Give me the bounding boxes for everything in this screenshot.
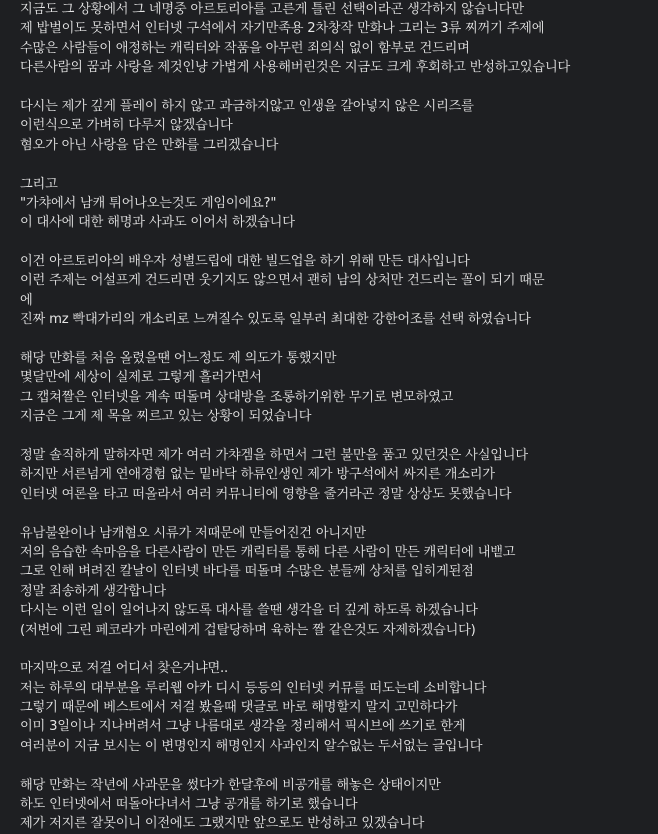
text-line: 다른사람의 꿈과 사랑을 제것인냥 가볍게 사용해버린것은 지금도 크게 후회하고 반성하고있습니다	[20, 60, 571, 76]
paragraph-gap	[20, 78, 652, 97]
text-line: 그 캡쳐짤은 인터넷을 계속 떠돌며 상대방을 조롱하기위한 무기로 변모하였고	[20, 389, 454, 405]
text-line: (저번에 그린 페코라가 마린에게 겁탈당하며 육하는 짤 같은것도 자제하겠습니다)	[20, 622, 476, 638]
text-line: 저는 하루의 대부분을 루리웹 아카 디시 등등의 인터넷 커뮤를 떠도는데 소비합니다	[20, 680, 487, 696]
document-body	[20, 0, 652, 834]
text-line: 제 밥벌이도 못하면서 인터넷 구석에서 자기만족용 2차창작 만화나 그리는 3류 찌꺼기 주제에	[20, 21, 545, 37]
text-line: 저의 음습한 속마음을 다른사람이 만든 캐릭터를 통해 다른 사람이 만든 캐릭터에 내뱉고	[20, 544, 516, 560]
text-line: 이런식으로 가벼히 다루지 않겠습니다	[20, 118, 233, 134]
text-line: 여러분이 지금 보시는 이 변명인지 해명인지 사과인지 알수없는 두서없는 글입니다	[20, 738, 483, 754]
text-line: 진짜 mz 빡대가리의 개소리로 느껴질수 있도록 일부러 최대한 강한어조를 선택 하였습니다	[20, 312, 531, 328]
text-line: 그렇기 때문에 베스트에서 저걸 봤을때 댓글로 바로 해명할지 말지 고민하다가	[20, 700, 458, 716]
text-line: 다시는 제가 깊게 플레이 하지 않고 과금하지않고 인생을 갈아넣지 않은 시리즈를	[20, 98, 474, 114]
text-line: 그리고	[20, 176, 58, 192]
text-line: 그로 인해 벼려진 칼날이 인터넷 바다를 떠돌며 수많은 분들께 상처를 입히게된점	[20, 564, 474, 580]
text-line: 몇달만에 세상이 실제로 그렇게 흘러가면서	[20, 370, 262, 386]
paragraph-gap	[20, 640, 652, 659]
text-line: 마지막으로 저걸 어디서 찾은거냐면..	[20, 661, 229, 677]
text-line: 정말 솔직하게 말하자면 제가 여러 가챠겜을 하면서 그런 불만을 품고 있던것은 사실입니다	[20, 447, 528, 463]
text-line: 해당 만화를 처음 올렸을땐 어느정도 제 의도가 통했지만	[20, 351, 337, 367]
paragraph-gap	[20, 756, 652, 775]
text-line: 지금은 그게 제 목을 찌르고 있는 상황이 되었습니다	[20, 409, 312, 425]
text-line: 이건 아르토리아의 배우자 성별드립에 대한 빌드업을 하기 위해 만든 대사입니다	[20, 254, 470, 270]
text-line: 혐오가 아닌 사랑을 담은 만화를 그리겠습니다	[20, 137, 279, 153]
paragraph-gap	[20, 233, 652, 252]
text-line: 다시는 이런 일이 일어나지 않도록 대사를 쓸땐 생각을 더 깊게 하도록 하겠습니다	[20, 603, 478, 619]
text-line: 인터넷 여론을 타고 떠올라서 여러 커뮤니티에 영향을 줄거라곤 정말 상상도 못했습니다	[20, 486, 512, 502]
text-line: 제가 저지른 잘못이니 이전에도 그랬지만 앞으로도 반성하고 있겠습니다	[20, 816, 425, 832]
text-line: 유남불완이나 남캐혐오 시류가 저때문에 만들어진건 아니지만	[20, 525, 366, 541]
paragraph-gap	[20, 155, 652, 174]
paragraph-gap	[20, 330, 652, 349]
paragraph-gap	[20, 504, 652, 523]
text-line: 지금도 그 상황에서 그 네명중 아르토리아를 고른게 틀린 선택이라곤 생각하지 않습니다만	[20, 2, 524, 17]
text-line: 이미 3일이나 지나버려서 그냥 나름대로 생각을 정리해서 픽시브에 쓰기로 한게	[20, 719, 466, 735]
text-line: 이런 주제는 어설프게 건드리면 웃기지도 않으면서 괜히 남의 상처만 건드리는 꼴이 되기 때문	[20, 273, 545, 289]
text-line: 해당 만화는 작년에 사과문을 썼다가 한달후에 비공개를 해놓은 상태이지만	[20, 777, 441, 793]
text-line: 수많은 사람들이 애정하는 캐릭터와 작품을 아무런 죄의식 없이 함부로 건드리며	[20, 40, 470, 56]
text-line: 정말 죄송하게 생각합니다	[20, 583, 166, 599]
text-line: 하지만 서른넘게 연애경험 없는 밑바닥 하류인생인 제가 방구석에서 싸지른 개소리가	[20, 467, 495, 483]
paragraph-gap	[20, 427, 652, 446]
text-line: 하도 인터넷에서 떠돌아다녀서 그냥 공개를 하기로 했습니다	[20, 797, 358, 813]
text-line: 에	[20, 292, 33, 308]
text-line: "가챠에서 남캐 튀어나오는것도 게임이에요?"	[20, 195, 277, 211]
text-line: 이 대사에 대한 해명과 사과도 이어서 하겠습니다	[20, 215, 295, 231]
